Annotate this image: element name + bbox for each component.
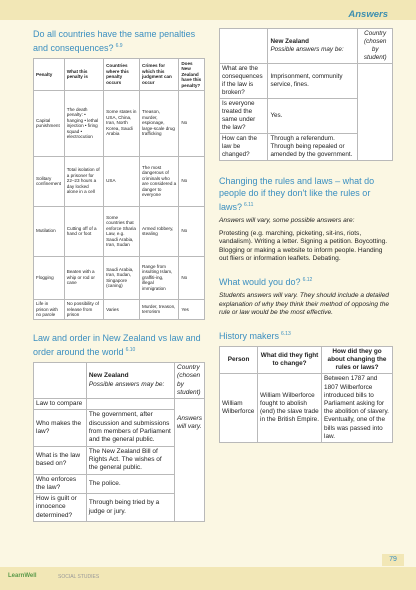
changing-rules-heading: Changing the rules and laws – what do people do if they don't like the rules or laws? $^{6.11}$ (219, 176, 375, 212)
penalties-heading: Do all countries have the same penalties and consequences? $^{6.9}$ (33, 29, 196, 53)
table-header-row: Penalty What this penalty is Countries where this penalty occurs Crimes for which this judgment can occur Does New Zealand have this penalty? (34, 59, 205, 91)
answers-label: Answers (348, 9, 388, 20)
table-header-row: New Zealand Possible answers may be: Country (chosen by student) (220, 29, 393, 64)
table-row: How is guilt or innocence determined? Through being tried by a judge or jury. (34, 494, 205, 522)
penalties-table (33, 58, 205, 320)
table-row: Mutilation Cutting off of a hand or foot Some countries that enforce Sharia Law, e.g. Saudi Arabia, Iran, Sudan Armed robbery, stealing No (34, 206, 205, 256)
law-order-table (33, 362, 205, 522)
history-makers-table (219, 346, 393, 443)
table-row: Is everyone treated the same under the law? Yes. (220, 99, 393, 134)
footer-band (0, 567, 416, 590)
table-row: What is the law based on? The New Zealand Bill of Rights Act. The wishes of the general public. (34, 446, 205, 474)
history-makers-heading: History makers $^{6.13}$ (219, 330, 291, 341)
table-header-row: Person What did they fight to change? How did they go about changing the rules or laws? (220, 346, 393, 374)
what-would-you-do-heading: What would you do? $^{6.12}$ (219, 276, 313, 287)
table-row: William Wilberforce William Wilberforce fought to abolish (end) the slave trade in the British Empire. Between 1787 and 1807 Wilberforce introduced bills to Parliament asking for the abolition of slavery. Eventually, one of the bills was passed into law. (220, 374, 393, 443)
table-header-row: New Zealand Possible answers may be: Country (chosen by student) (34, 363, 205, 399)
table-row: Law to compare Answers will vary. (34, 399, 205, 410)
footer-subtitle: SOCIAL STUDIES (58, 573, 100, 580)
right-column (219, 28, 393, 443)
table-row: What are the consequences if the law is broken? Imprisonment, community service, fines. (220, 64, 393, 99)
learnwell-logo: LearnWell (8, 573, 37, 579)
table-row: Capital punishment The death penalty: • hanging • lethal injection • firing squad • electrocution Some states in USA, China, Iran, North Korea, Saudi Arabia Treason, murder, espionage, large-scale drug trafficking No (34, 90, 205, 156)
table-row: How can the law be changed? Through a referendum. Through being repealed or amended by the government. (220, 134, 393, 161)
page-number: 79 (382, 554, 404, 566)
changing-rules-body: Protesting (e.g. marching, picketing, sit-ins, riots, vandalism). Writing a letter. Signing a petition. Boycotting. Blogging or making a website to inform people. Handing out fliers or information leaflets. Debating. (219, 229, 388, 263)
changing-rules-intro: Answers will vary, some possible answers are: (219, 217, 355, 224)
law-order-table-continued (219, 28, 393, 161)
table-row: Life in prison with no parole No possibility of release from prison Varies Murder, treason, terrorism Yes (34, 299, 205, 320)
table-row: Who enforces the law? The police. (34, 474, 205, 494)
what-would-you-do-body: Students answers will vary. They should include a detailed explanation of why they think their method of opposing the rule or law would be the most effective. (219, 291, 390, 317)
table-row: Flogging Beaten with a whip or rod or cane Saudi Arabia, Iran, Sudan, Singapore (caning) Range from insulting Islam, graffiti-ing, illegal immigration No (34, 256, 205, 299)
left-column (33, 28, 205, 522)
table-row: Who makes the law? The government, after discussion and submissions from members of Parliament and the general public. (34, 410, 205, 446)
law-order-heading: Law and order in New Zealand vs law and order around the world $^{6.10}$ (33, 333, 201, 357)
table-row: Solitary confinement Total isolation of a prisoner for 22–23 hours a day locked alone in a cell USA The most dangerous of criminals who are considered a danger to everyone No (34, 156, 205, 206)
